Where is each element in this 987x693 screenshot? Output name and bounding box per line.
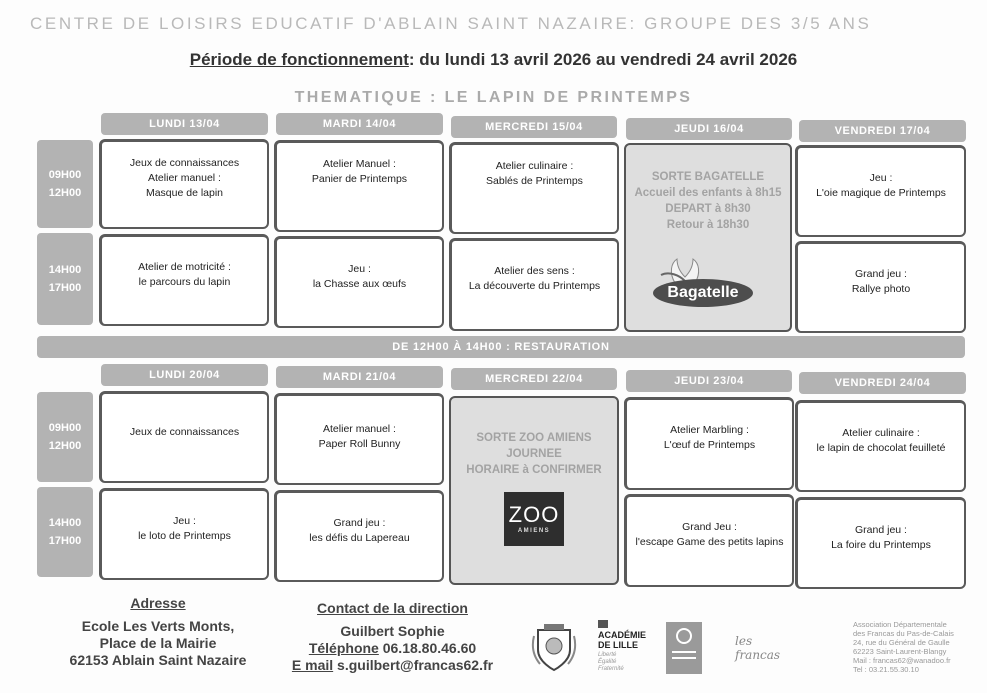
address-line: 62153 Ablain Saint Nazaire [69, 652, 247, 668]
activity-w1-mon-pm [99, 234, 269, 326]
academie-line: DE LILLE [598, 640, 638, 650]
association-block [853, 620, 983, 674]
activity-line: Atelier manuel : [323, 423, 396, 435]
contact-name: Guilbert Sophie [340, 623, 445, 639]
academie-logo [598, 620, 660, 676]
activity-line: Rallye photo [851, 282, 911, 295]
activity-w1-tue-am [274, 140, 444, 232]
contact-phone-line [280, 640, 505, 657]
activity-w2-fri-pm [795, 497, 966, 589]
outing-bagatelle [624, 143, 792, 332]
activity-line: l'escape Game des petits lapins [635, 536, 784, 548]
activity-line: Atelier de motricité : [138, 260, 231, 273]
contact-email-line [280, 657, 505, 674]
period-text: : du lundi 13 avril 2026 au vendredi 24 avril 2026 [408, 50, 798, 69]
outing-title: SORTE BAGATELLE [651, 171, 765, 183]
restauration-bar: DE 12H00 À 14H00 : RESTAURATION [37, 336, 965, 358]
outing-line: JOURNEE [506, 448, 562, 460]
time-box-afternoon-w1 [37, 233, 93, 325]
day-header-w2-4: JEUDI 23/04 [626, 370, 792, 392]
zoo-logo [504, 492, 564, 546]
association-line: Association Départementale [853, 620, 947, 629]
academie-motto: Liberté [598, 652, 617, 658]
francas-logo-text: les francas [735, 634, 781, 662]
period-label: Période de fonctionnement [189, 50, 409, 69]
activity-line: La foire du Printemps [831, 538, 931, 551]
activity-w2-thu-pm [624, 494, 794, 587]
association-line: Tel : 03.21.55.30.10 [853, 665, 919, 674]
day-header-w2-5: VENDREDI 24/04 [799, 372, 966, 394]
address-title: Adresse [130, 595, 186, 611]
time-box-morning-w2 [37, 392, 93, 482]
association-line: 24, rue du Général de Gaulle [853, 638, 950, 647]
outing-zoo-amiens [449, 396, 619, 585]
francas-logo [735, 634, 795, 662]
activity-line: les défis du Lapereau [309, 531, 410, 544]
activity-line: Grand jeu : [855, 523, 907, 536]
activity-w2-mon-pm [99, 488, 269, 580]
period-line [0, 50, 987, 70]
outing-line: Accueil des enfants à 8h15 [634, 187, 782, 199]
academie-motto: Fraternité [598, 666, 624, 672]
association-line: 62223 Saint-Laurent-Blangy [853, 647, 947, 656]
activity-line: Jeu : [869, 171, 893, 184]
activity-w1-tue-pm [274, 236, 444, 328]
activity-line: L'oie magique de Printemps [816, 186, 946, 199]
activity-line: Sablés de Printemps [486, 175, 583, 187]
activity-line: le lapin de chocolat feuilleté [816, 441, 946, 454]
time-morning-start: 09H00 [48, 169, 82, 181]
day-header-w1-2: MARDI 14/04 [276, 113, 443, 135]
activity-line: Atelier des sens : [494, 265, 575, 277]
activity-line: Panier de Printemps [311, 173, 408, 185]
activity-w1-fri-am [795, 145, 966, 237]
activity-line: Atelier Manuel : [323, 158, 396, 170]
activity-line: L'œuf de Printemps [663, 439, 756, 451]
activity-w2-mon-am [99, 391, 269, 483]
activity-line: Grand Jeu : [682, 521, 737, 533]
activity-line: Jeux de connaissances [129, 426, 240, 438]
phone-number: 06.18.80.46.60 [378, 640, 477, 656]
day-header-w2-3: MERCREDI 22/04 [451, 368, 617, 390]
day-header-w1-4: JEUDI 16/04 [626, 118, 792, 140]
outing-line: HORAIRE à CONFIRMER [466, 464, 602, 476]
activity-line: Jeu : [173, 514, 196, 527]
bagatelle-logo [653, 263, 763, 313]
activity-line: le loto de Printemps [138, 529, 231, 542]
activity-w1-mon-am [99, 139, 269, 229]
page-title: CENTRE DE LOISIRS EDUCATIF D'ABLAIN SAINT NAZAIRE: GROUPE DES 3/5 ANS [30, 14, 872, 33]
time-box-afternoon-w2 [37, 487, 93, 577]
time-afternoon-start: 14H00 [48, 517, 82, 529]
email-label: E mail [291, 657, 334, 673]
contact-title: Contact de la direction [317, 600, 468, 616]
day-header-w1-5: VENDREDI 17/04 [799, 120, 966, 142]
activity-w2-thu-am [624, 397, 794, 490]
flag-icon [598, 620, 608, 628]
day-header-w1-3: MERCREDI 15/04 [451, 116, 617, 138]
activity-line: Jeux de connaissances [129, 157, 240, 169]
time-afternoon-start: 14H00 [48, 264, 82, 276]
academie-motto: Égalité [598, 659, 617, 665]
association-line: des Francas du Pas-de-Calais [853, 629, 954, 638]
activity-line: Paper Roll Bunny [318, 438, 401, 450]
activity-line: la Chasse aux œufs [312, 277, 407, 290]
activity-w2-tue-am [274, 393, 444, 485]
activity-line: le parcours du lapin [138, 275, 231, 288]
outing-title: SORTE ZOO AMIENS [476, 432, 592, 444]
association-line: Mail : francas62@wanadoo.fr [853, 656, 951, 665]
activity-line: Masque de lapin [145, 187, 224, 199]
activity-line: Grand jeu : [333, 516, 386, 529]
bagatelle-logo-text: Bagatelle [653, 279, 753, 307]
address-line: Place de la Mairie [99, 635, 217, 651]
activity-line: Atelier culinaire : [842, 426, 920, 439]
day-header-w2-2: MARDI 21/04 [276, 366, 443, 388]
activity-w2-fri-am [795, 400, 966, 492]
activity-w2-tue-pm [274, 490, 444, 582]
coat-of-arms-icon [530, 622, 578, 674]
time-morning-end: 12H00 [48, 187, 82, 199]
activity-w1-fri-pm [795, 241, 966, 333]
activity-w1-wed-pm [449, 238, 619, 331]
activity-line: La découverte du Printemps [468, 280, 601, 292]
caf-logo [666, 622, 702, 674]
outing-line: Retour à 18h30 [666, 219, 750, 231]
contact-block [280, 600, 505, 674]
time-afternoon-end: 17H00 [48, 282, 82, 294]
activity-line: Atelier manuel : [148, 172, 221, 184]
activity-line: Grand jeu : [855, 267, 907, 280]
time-afternoon-end: 17H00 [48, 535, 82, 547]
address-block [58, 595, 258, 669]
day-header-w1-1: LUNDI 13/04 [101, 113, 268, 135]
zoo-logo-sub: AMIENS [517, 528, 551, 534]
phone-label: Téléphone [308, 640, 379, 656]
activity-line: Jeu : [348, 262, 371, 275]
email-address: s.guilbert@francas62.fr [333, 657, 494, 673]
academie-line: ACADÉMIE [598, 630, 647, 640]
zoo-logo-text: ZOO [508, 502, 560, 527]
address-line: Ecole Les Verts Monts, [81, 618, 235, 634]
time-morning-end: 12H00 [48, 440, 82, 452]
day-header-w2-1: LUNDI 20/04 [101, 364, 268, 386]
activity-w1-wed-am [449, 142, 619, 234]
time-box-morning-w1 [37, 140, 93, 228]
time-morning-start: 09H00 [48, 422, 82, 434]
outing-line: DEPART à 8h30 [665, 203, 751, 215]
activity-line: Atelier culinaire : [495, 160, 574, 172]
thematique: THEMATIQUE : LE LAPIN DE PRINTEMPS [294, 89, 693, 106]
activity-line: Atelier Marbling : [670, 424, 749, 436]
